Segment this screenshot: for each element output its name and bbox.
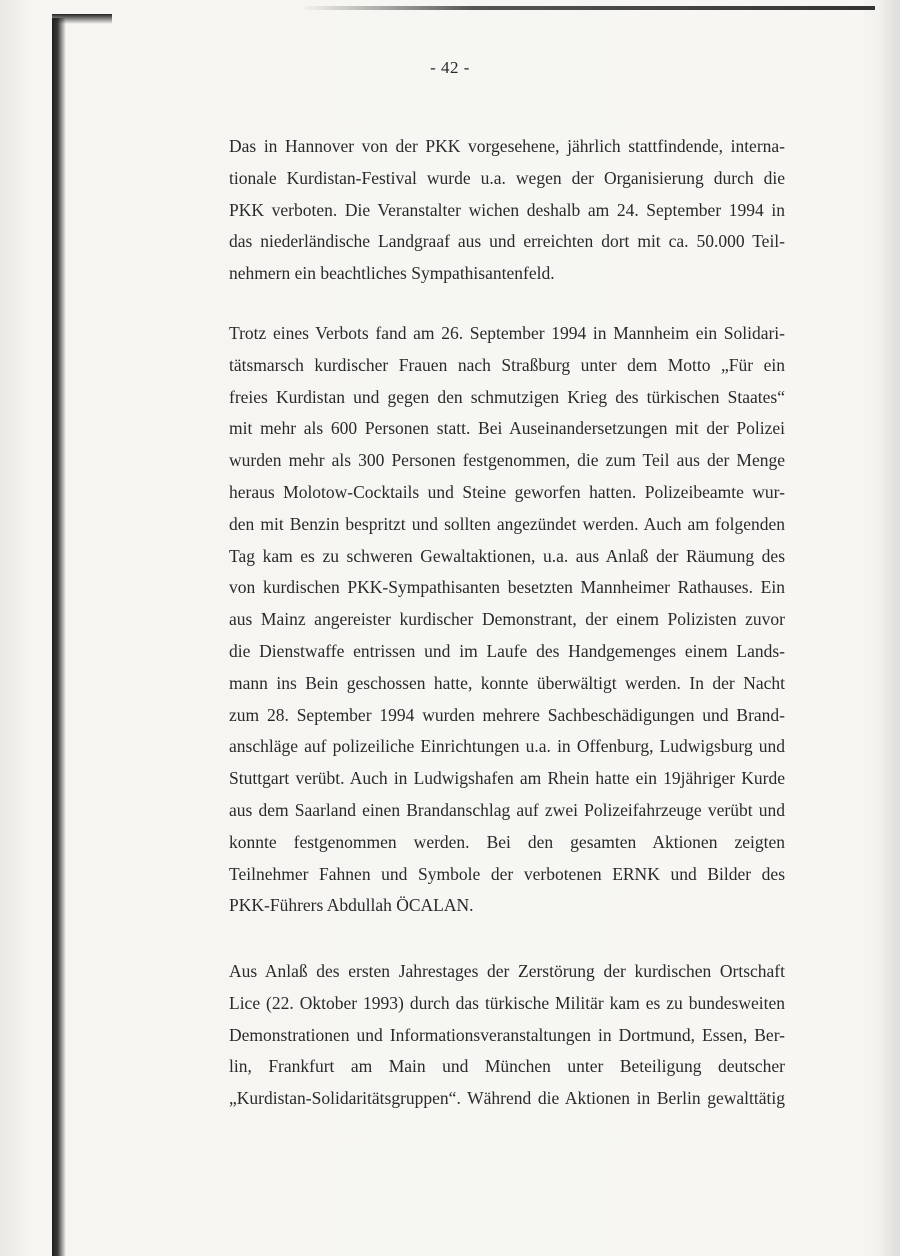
- text-line: die Dienstwaffe entrissen und im Laufe des Handgemenges einem Lands-: [229, 640, 785, 661]
- text-line: tionale Kurdistan-Festival wurde u.a. wegen der Organisierung durch die: [229, 167, 785, 188]
- text-line: lin, Frankfurt am Main und München unter Beteiligung deutscher: [229, 1056, 785, 1077]
- text-line: Tag kam es zu schweren Gewaltaktionen, u.a. aus Anlaß der Räumung des: [229, 545, 785, 566]
- text-line: mann ins Bein geschossen hatte, konnte überwältigt werden. In der Nacht: [229, 672, 785, 693]
- text-line: aus dem Saarland einen Brandanschlag auf zwei Polizeifahrzeuge verübt und: [229, 799, 785, 820]
- text-line: den mit Benzin bespritzt und sollten angezündet werden. Auch am folgenden: [229, 513, 785, 534]
- text-line: Das in Hannover von der PKK vorgesehene, jährlich stattfindende, interna-: [229, 136, 785, 156]
- text-line: PKK-Führers Abdullah ÖCALAN.: [229, 895, 474, 916]
- text-line: von kurdischen PKK-Sympathisanten besetzten Mannheimer Rathauses. Ein: [229, 577, 785, 598]
- paragraph-mannheim: [229, 318, 785, 922]
- text-line: Teilnehmer Fahnen und Symbole der verbotenen ERNK und Bilder des: [229, 863, 785, 884]
- text-line: nehmern ein beachtliches Sympathisantenfeld.: [229, 263, 555, 284]
- text-line: Lice (22. Oktober 1993) durch das türkische Militär kam es zu bundesweiten: [229, 992, 785, 1013]
- text-line: heraus Molotow-Cocktails und Steine geworfen hatten. Polizeibeamte wur-: [229, 481, 785, 502]
- top-scan-edge: [300, 6, 875, 10]
- right-edge-shadow: [878, 0, 900, 1256]
- text-line: das niederländische Landgraaf aus und erreichten dort mit ca. 50.000 Teil-: [229, 231, 785, 252]
- text-line: PKK verboten. Die Veranstalter wichen deshalb am 24. September 1994 in: [229, 199, 785, 220]
- text-line: anschläge auf polizeiliche Einrichtungen u.a. in Offenburg, Ludwigsburg und: [229, 736, 785, 757]
- text-line: Trotz eines Verbots fand am 26. September 1994 in Mannheim ein Solidari-: [229, 323, 785, 343]
- text-line: Demonstrationen und Informationsveranstaltungen in Dortmund, Essen, Ber-: [229, 1024, 785, 1045]
- binding-shadow: [52, 18, 66, 1256]
- text-line: aus Mainz angereister kurdischer Demonstrant, der einem Polizisten zuvor: [229, 609, 785, 630]
- text-line: konnte festgenommen werden. Bei den gesamten Aktionen zeigten: [229, 831, 785, 852]
- text-line: tätsmarsch kurdischer Frauen nach Straßburg unter dem Motto „Für ein: [229, 354, 785, 375]
- paragraph-festival: [229, 131, 785, 290]
- page-number: - 42 -: [430, 58, 470, 77]
- text-line: freies Kurdistan und gegen den schmutzigen Krieg des türkischen Staates“: [229, 386, 785, 407]
- paragraph-lice-anniversary: [229, 956, 785, 1115]
- text-line: wurden mehr als 300 Personen festgenommen, die zum Teil aus der Menge: [229, 450, 785, 471]
- text-line: Stuttgart verübt. Auch in Ludwigshafen am Rhein hatte ein 19jähriger Kurde: [229, 768, 785, 789]
- text-line: zum 28. September 1994 wurden mehrere Sachbeschädigungen und Brand-: [229, 704, 785, 725]
- text-line: „Kurdistan-Solidaritätsgruppen“. Während die Aktionen in Berlin gewalttätig: [229, 1088, 785, 1109]
- text-line: mit mehr als 600 Personen statt. Bei Auseinandersetzungen mit der Polizei: [229, 418, 785, 439]
- binding-corner-shadow: [52, 14, 112, 24]
- text-line: Aus Anlaß des ersten Jahrestages der Zerstörung der kurdischen Ortschaft: [229, 961, 785, 981]
